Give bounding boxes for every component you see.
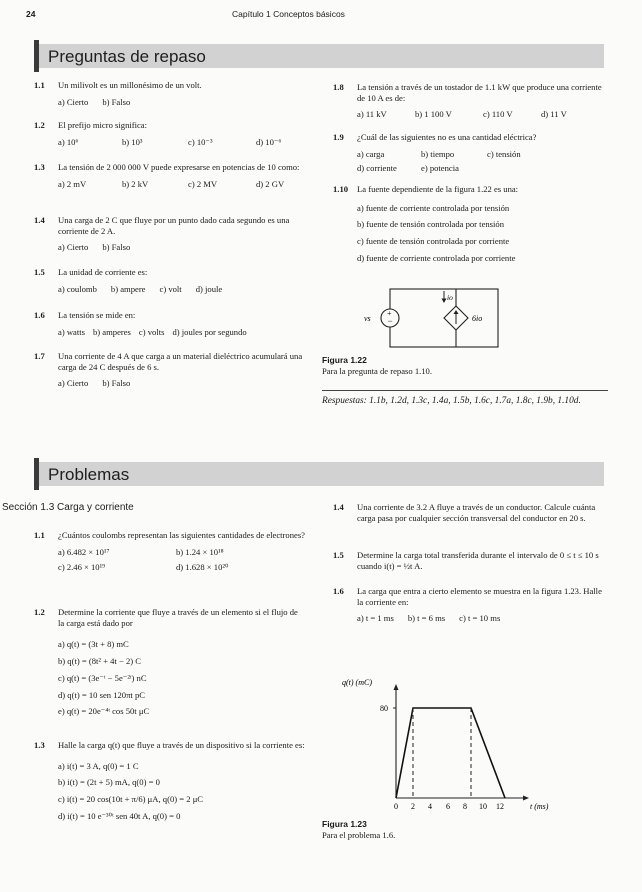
problems-title: Problemas [48,465,130,484]
review-q-1.9: 1.9 ¿Cuál de las siguientes no es una cantidad eléctrica? a) carga b) tiempo c) tensión d) corriente e) potencia [333,132,537,174]
review-title: Preguntas de repaso [48,47,206,66]
svg-text:−: − [387,316,393,326]
figure-1-23-caption: Para el problema 1.6. [322,830,396,840]
review-q-1.2: 1.2 El prefijo micro significa: a) 10⁶ b) 10³ c) 10⁻³ d) 10⁻⁶ [34,120,282,147]
review-q-1.6: 1.6 La tensión se mide en: a) watts b) amperes c) volts d) joules por segundo [34,310,247,337]
charge-curve [396,708,505,798]
x-axis-arrow-icon [523,796,529,801]
section-heading: Sección 1.3 Carga y corriente [2,502,134,513]
y-axis-arrow-icon [394,684,399,690]
review-banner [34,44,608,68]
graph-y-tick-80: 80 [380,704,388,713]
graph-ylabel: q(t) (mC) [342,678,372,687]
review-q-1.10: 1.10 La fuente dependiente de la figura 1.22 es una: a) fuente de corriente controlada por tensión b) fuente de tensión controlada por tensión c) fuente de tensión controlada por corriente d) fuente de corriente controlada por corriente [333,184,519,263]
arrow-down-icon [442,299,447,304]
review-q-1.5: 1.5 La unidad de corriente es: a) coulomb b) ampere c) volt d) joule [34,267,223,294]
problem-1.1: 1.1 ¿Cuántos coulombs representan las siguientes cantidades de electrones? a) 6.482 × 10¹⁷ b) 1.24 × 10¹⁸ c) 2.46 × 10¹⁹ d) 1.628 × 10²⁰ [34,530,305,573]
review-q-1.3: 1.3 La tensión de 2 000 000 V puede expresarse en potencias de 10 como: a) 2 mV b) 2 kV c) 2 MV d) 2 GV [34,162,300,189]
review-answers: Respuestas: 1.1b, 1.2d, 1.3c, 1.4a, 1.5b, 1.6c, 1.7a, 1.8c, 1.9b, 1.10d. [322,396,581,406]
review-q-1.8: 1.8 La tensión a través de un tostador de 1.1 kW que produce una corriente de 10 A es de: a) 11 kV b) 1 100 V c) 110 V d) 11 V [333,82,602,120]
vs-label: vs [364,314,371,323]
review-left-column [34,80,306,389]
answers-divider [322,390,608,391]
problem-1.3: 1.3 Halle la carga q(t) que fluye a través de un dispositivo si la corriente es: a) i(t) = 3 A, q(0) = 1 C b) i(t) = (2t + 5) mA, q(0) = 0 c) i(t) = 20 cos(10t + π/6) μA, q(0) = 2 μC d) i(t) = 10 e⁻³⁰ᵗ sen 40t A, q(0) = 0 [34,740,305,821]
figure-1-23-label: Figura 1.23 [322,819,367,829]
x-tick-6: 6 [446,802,450,811]
problems-banner [34,462,608,486]
x-tick-4: 4 [428,802,432,811]
io-label: io [447,293,453,302]
review-q-1.4: 1.4 Una carga de 2 C que fluye por un punto dado cada segundo es una corriente de 2 A. a) Cierto b) Falso [34,215,290,253]
problem-1.6: 1.6 La carga que entra a cierto elemento se muestra en la figura 1.23. Halle la corriente en: a) t = 1 ms b) t = 6 ms c) t = 10 ms [333,586,602,624]
figure-1-22-caption: Para la pregunta de repaso 1.10. [322,366,433,376]
x-tick-8: 8 [463,802,467,811]
running-title: Capítulo 1 Conceptos básicos [232,9,345,19]
review-q-1.7: 1.7 Una corriente de 4 A que carga a un material dieléctrico acumulará una carga de 24 C después de 6 s. a) Cierto b) Falso [34,351,303,389]
page-number: 24 [26,9,36,19]
x-tick-12: 12 [496,802,504,811]
problems-left-column [34,530,306,825]
svg-text:+: + [387,309,392,318]
dep-source-label: 6io [472,314,483,323]
problem-1.5: 1.5 Determine la carga total transferida durante el intervalo de 0 ≤ t ≤ 10 s cuando i(t) = ½t A. [333,550,599,571]
graph-xlabel: t (ms) [530,802,549,811]
figure-1-22-label: Figura 1.22 [322,355,367,365]
problems-right-column [333,502,608,624]
circuit-figure-1-22 [360,283,530,355]
x-tick-0: 0 [394,802,398,811]
review-q-1.1: 1.1 Un milivolt es un millonésimo de un volt. a) Cierto b) Falso [34,80,202,107]
x-tick-10: 10 [479,802,487,811]
x-tick-2: 2 [411,802,415,811]
problem-1.4: 1.4 Una corriente de 3.2 A fluye a través de un conductor. Calcule cuánta carga pasa por cualquier sección transversal del conductor en 20 s. [333,502,596,523]
review-right-column [333,82,608,267]
charge-graph-figure-1-23 [340,676,570,816]
problem-1.2: 1.2 Determine la corriente que fluye a través de un elemento si el flujo de la carga está dado por a) q(t) = (3t + 8) mC b) q(t) = (8t² + 4t − 2) C c) q(t) = (3e⁻ᵗ − 5e⁻²ᵗ) nC d) q(t) = 10 sen 120πt pC e) q(t) = 20e⁻⁴ᵗ cos 50t μC [34,607,298,717]
